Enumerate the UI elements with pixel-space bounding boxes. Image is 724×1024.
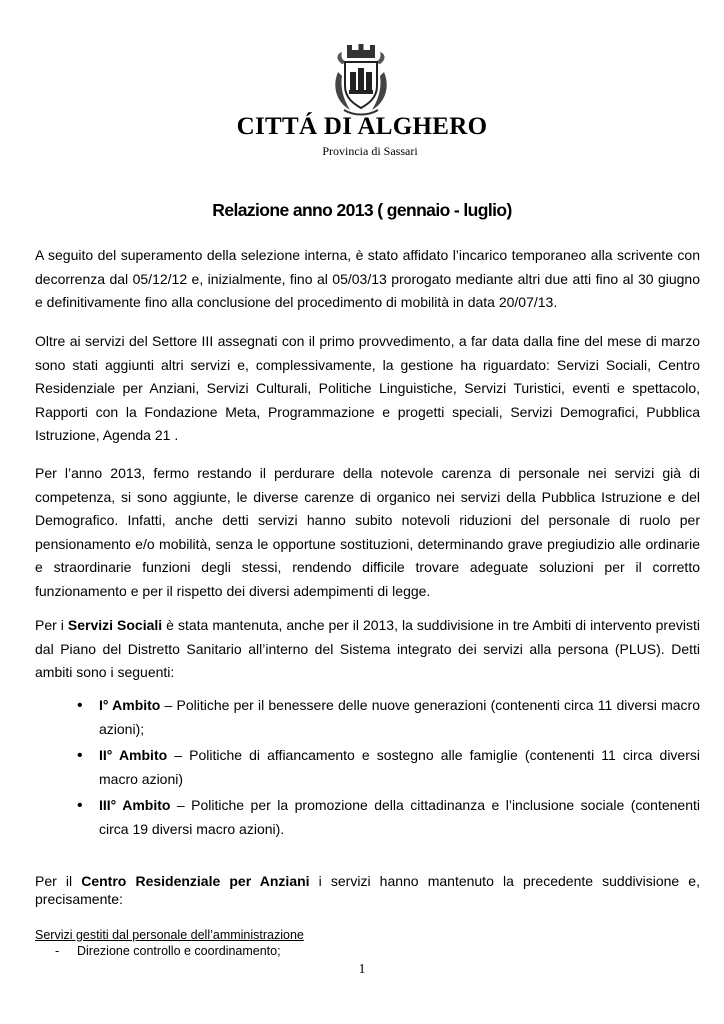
bullet-icon: • bbox=[77, 697, 83, 714]
bullet-icon: • bbox=[77, 747, 83, 764]
servizi-sociali-label: Servizi Sociali bbox=[67, 617, 163, 633]
paragraph-servizi-sociali bbox=[35, 614, 700, 685]
servizi-sociali-pre: Per i bbox=[35, 617, 68, 633]
ambito-label: III° Ambito bbox=[99, 797, 171, 813]
servizi-list-item: Direzione controllo e coordinamento; bbox=[77, 944, 281, 958]
list-item-ambito-2 bbox=[77, 744, 700, 791]
list-item-ambito-3 bbox=[77, 794, 700, 841]
paragraph-servizi: Oltre ai servizi del Settore III assegnati con il primo provvedimento, a far data dalla fine del mese di marzo sono stati aggiunti altri servizi e, complessivamente, la gestione ha riguardato: Servizi Sociali, Centro Residenziale per Anziani, Servizi Culturali, Politiche Linguistiche, Servizi Turistici, eventi e spettacolo, Rapporti con la Fondazione Meta, Programmazione e progetti speciali, Servizi Demografici, Pubblica Istruzione, Agenda 21 . bbox=[35, 333, 700, 443]
centro-post: i servizi hanno mantenuto la precedente suddivisione e, precisamente: bbox=[35, 873, 700, 907]
ambito-label: II° Ambito bbox=[99, 747, 168, 763]
province-name: Provincia di Sassari bbox=[322, 144, 418, 158]
paragraph-centro-anziani bbox=[35, 872, 700, 908]
ambito-text: – Politiche per la promozione della cittadinanza e l’inclusione sociale (contenenti circa 19 diversi macro azioni). bbox=[99, 797, 700, 837]
servizi-list-dash: - bbox=[55, 944, 60, 958]
list-item-ambito-1 bbox=[77, 694, 700, 741]
ambito-text: – Politiche di affiancamento e sostegno alle famiglie (contenenti 11 circa diversi macro azioni) bbox=[99, 747, 700, 787]
city-crest-logo bbox=[330, 42, 392, 116]
paragraph-carenze: Per l’anno 2013, fermo restando il perdurare della notevole carenza di personale nei servizi già di competenza, si sono aggiunte, le diverse carenze di organico nei servizi della Pubblica Istruzione e del Demografico. Infatti, anche detti servizi hanno subito notevoli riduzioni del personale di ruolo per pensionamento e/o mobilità, senza le opportune sostituzioni, determinando grave pregiudizio alle ordinarie e straordinarie funzioni degli stessi, rendendo difficile trovare adeguate soluzioni per il corretto funzionamento e per il rispetto dei diversi adempimenti di legge. bbox=[35, 465, 700, 599]
servizi-heading: Servizi gestiti dal personale dell’amministrazione bbox=[35, 928, 304, 942]
servizi-sociali-post: è stata mantenuta, anche per il 2013, la suddivisione in tre Ambiti di intervento previsti dal Piano del Distretto Sanitario all’interno del Sistema integrato dei servizi alla persona (PLUS). Detti ambiti sono i seguenti: bbox=[35, 617, 700, 680]
bullet-icon: • bbox=[77, 797, 83, 814]
centro-pre: Per il bbox=[35, 873, 82, 889]
paragraph-intro: A seguito del superamento della selezione interna, è stato affidato l’incarico temporaneo alla scrivente con decorrenza dal 05/12/12 e, inizialmente, fino al 05/03/13 prorogato mediante altri due atti fino al 30 giugno e definitivamente fino alla conclusione del procedimento di mobilità in data 20/07/13. bbox=[35, 247, 700, 310]
centro-label: Centro Residenziale per Anziani bbox=[81, 873, 310, 889]
report-title: Relazione anno 2013 ( gennaio - luglio) bbox=[212, 200, 512, 220]
page-number: 1 bbox=[358, 962, 366, 977]
ambito-text: – Politiche per il benessere delle nuove generazioni (contenenti circa 11 diversi macro azioni); bbox=[99, 697, 700, 737]
city-name: CITTÁ DI ALGHERO bbox=[236, 113, 488, 140]
ambito-label: I° Ambito bbox=[99, 697, 161, 713]
